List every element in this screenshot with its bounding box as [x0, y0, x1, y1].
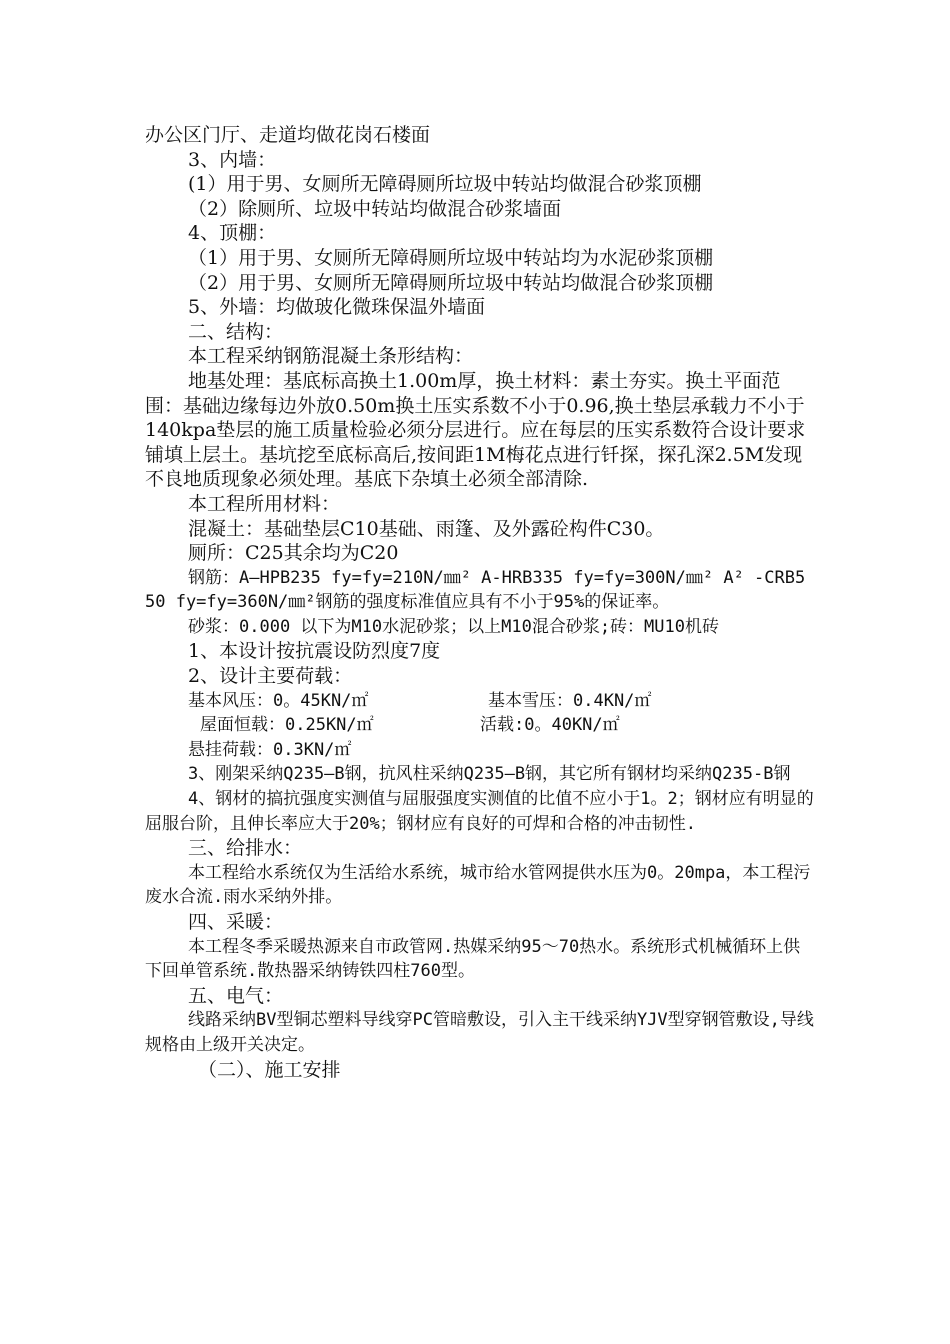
paragraph-foundation: 地基处理：基底标高换土1.00m厚，换土材料：素土夯实。换土平面范围：基础边缘每边外放0.50m换土压实系数不小于0.96,换土垫层承载力不小于140kpa垫层的施工质量检验必须分层进行。应在每层的压实系数符合设计要求铺填上层土。基坑挖至底标高后,按间距1M梅花点进行钎探，探孔深2.5M发现不良地质现象必须处理。基底下杂填土必须全部清除.	[145, 369, 806, 491]
text-line-ceiling-2: （2）用于男、女厕所无障碍厕所垃圾中转站均做混合砂浆顶棚	[188, 271, 714, 294]
text-line-structure-type: 本工程采纳钢筋混凝土条形结构：	[188, 345, 474, 368]
paragraph-rebar: 钢筋：A—HPB235 fy=fy=210N/㎜² A-HRB335 fy=fy=300N/㎜² A² -CRB550 fy=fy=360N/㎜²钢筋的强度标准值应具有不小于95%的保证率。	[145, 567, 806, 613]
text-line-concrete: 混凝土：基础垫层C10基础、雨篷、及外露砼构件C30。	[188, 517, 665, 540]
text-line-ceiling-1: （1）用于男、女厕所无障碍厕所垃圾中转站均为水泥砂浆顶棚	[188, 246, 714, 269]
paragraph-mortar: 砂浆：0.000 以下为M10水泥砂浆；以上M10混合砂浆;砖：MU10机砖	[188, 616, 719, 637]
loads-row-1	[145, 689, 815, 714]
heading-structure: 二、结构：	[188, 320, 284, 343]
snow-pressure: 基本雪压：0.4KN/㎡	[488, 690, 652, 711]
live-load: 活载:0。40KN/㎡	[480, 715, 620, 736]
text-line-hanging-load: 悬挂荷载：0.3KN/㎡	[188, 739, 352, 760]
heading-interior-wall: 3、内墙：	[188, 148, 277, 171]
loads-row-2	[145, 713, 815, 738]
document-body	[145, 123, 815, 1082]
heading-design-loads: 2、设计主要荷载：	[188, 665, 353, 688]
text-line-interior-wall-2: （2）除厕所、垃圾中转站均做混合砂浆墙面	[188, 197, 562, 220]
roof-dead-load: 屋面恒载：0.25KN/㎡	[200, 715, 374, 736]
paragraph-water: 本工程给水系统仅为生活给水系统，城市给水管网提供水压为0。20mpa，本工程污废水合流.雨水采纳外排。	[145, 862, 811, 908]
paragraph-electrical: 线路采纳BV型铜芯塑料导线穿PC管暗敷设，引入主干线采纳YJV型穿钢管敷设,导线规格由上级开关决定。	[145, 1010, 814, 1055]
heading-heating: 四、采暖：	[188, 911, 284, 933]
text-line-interior-wall-1: (1）用于男、女厕所无障碍厕所垃圾中转站均做混合砂浆顶棚	[188, 173, 702, 196]
text-line-toilet-concrete: 厕所：C25其余均为C20	[188, 542, 399, 565]
heading-construction-plan: （二）、施工安排	[198, 1058, 341, 1081]
text-line-lobby-floor: 办公区门厅、走道均做花岗石楼面	[145, 124, 431, 146]
text-line-seismic: 1、本设计按抗震设防烈度7度	[188, 640, 441, 663]
text-line-exterior-wall: 5、外墙：均做玻化微珠保温外墙面	[188, 296, 486, 319]
paragraph-heating: 本工程冬季采暖热源来自市政管网.热媒采纳95～70热水。系统形式机械循环上供下回单管系统.散热器采纳铸铁四柱760型。	[145, 936, 801, 982]
heading-water: 三、给排水：	[188, 837, 303, 860]
wind-pressure: 基本风压：0。45KN/㎡	[188, 690, 369, 711]
paragraph-steel-strength: 4、钢材的搞抗强度实测值与屈服强度实测值的比值不应小于1。2；钢材应有明显的屈服台阶，且伸长率应大于20%；钢材应有良好的可焊和合格的冲击韧性.	[145, 789, 814, 834]
paragraph-steel-grade: 3、刚架采纳Q235—B钢，抗风柱采纳Q235—B钢，其它所有钢材均采纳Q235-B钢	[188, 764, 791, 785]
heading-ceiling: 4、顶棚：	[188, 222, 277, 245]
heading-electrical: 五、电气：	[188, 984, 284, 1007]
heading-materials: 本工程所用材料：	[188, 492, 341, 515]
